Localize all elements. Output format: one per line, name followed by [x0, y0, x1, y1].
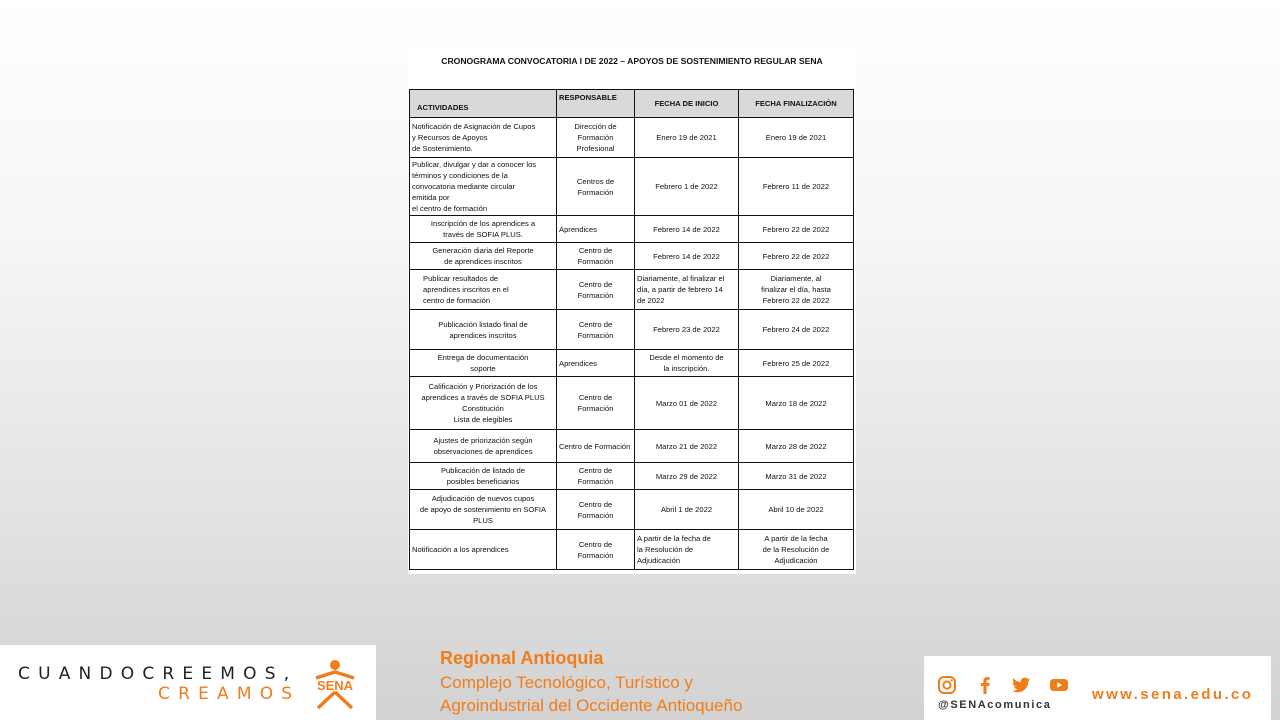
- cell-actividad: Publicación de listado de posibles beneficiarios: [440, 466, 525, 486]
- cell-fecha-inicio: Marzo 21 de 2022: [655, 441, 718, 451]
- cell-responsable: Centro de Formación: [577, 466, 614, 486]
- cell-fecha-fin: Enero 19 de 2021: [765, 133, 827, 142]
- schedule-table: [409, 89, 854, 570]
- cell-responsable: Aprendices: [559, 224, 597, 234]
- cell-responsable: Centro de Formación: [559, 441, 631, 451]
- cell-actividad: Notificación a los aprendices: [412, 545, 509, 554]
- cell-actividad: Adjudicación de nuevos cupos de apoyo de sostenimiento en SOFIA PLUS: [419, 494, 547, 525]
- cell-actividad: Calificación y Priorización de los aprendices a través de SOFIA PLUS Constitución Lista de elegibles: [421, 382, 545, 424]
- complejo-line-2: Agroindustrial del Occidente Antioqueño: [440, 696, 743, 715]
- table-header-row: [410, 90, 854, 118]
- cell-actividad: Publicación listado final de aprendices inscritos: [438, 319, 528, 340]
- cell-fecha-inicio: Abril 1 de 2022: [660, 505, 713, 514]
- cell-fecha-fin: Marzo 18 de 2022: [765, 398, 827, 408]
- cell-fecha-inicio: A partir de la fecha de la Resolución de Adjudicación: [637, 534, 711, 565]
- cell-actividad: Publicar resultados de aprendices inscritos en el centro de formación: [423, 274, 509, 305]
- cell-fecha-fin: Diariamente, al finalizar el día, hasta Febrero 22 de 2022: [761, 274, 831, 305]
- cell-actividad: Publicar, divulgar y dar a conocer los términos y condiciones de la convocatoria mediante circular emitida por el centro de formación: [412, 160, 537, 213]
- logo-text: SENA: [316, 678, 354, 693]
- header-responsable: RESPONSABLE: [557, 90, 635, 118]
- table-row: [410, 530, 854, 570]
- slogan-line-1: CUANDOCREEMOS,: [18, 664, 298, 684]
- table-row: [410, 216, 854, 243]
- cell-fecha-inicio: Febrero 23 de 2022: [653, 325, 720, 334]
- table-row: [410, 490, 854, 530]
- table-row: [410, 270, 854, 310]
- cell-fecha-inicio: Desde el momento de la inscripción.: [649, 353, 724, 373]
- table-row: [410, 118, 854, 158]
- cell-fecha-fin: A partir de la fecha de la Resolución de Adjudicación: [762, 534, 830, 565]
- cell-fecha-fin: Marzo 28 de 2022: [765, 441, 827, 451]
- cell-fecha-fin: Febrero 25 de 2022: [762, 358, 830, 368]
- cell-fecha-inicio: Marzo 01 de 2022: [655, 398, 718, 408]
- cell-fecha-fin: Febrero 22 de 2022: [762, 251, 830, 261]
- cell-fecha-fin: Febrero 11 de 2022: [762, 182, 830, 191]
- website-link[interactable]: www.sena.edu.co: [1092, 686, 1254, 703]
- table-row: [410, 430, 854, 463]
- cell-responsable: Centro de Formación: [577, 393, 614, 413]
- slogan-line-2: CREAMOS: [158, 684, 301, 704]
- twitter-icon[interactable]: [1011, 675, 1031, 695]
- cell-responsable: Centro de Formación: [577, 279, 614, 300]
- cell-responsable: Centro de Formación: [577, 246, 614, 266]
- table-row: [410, 243, 854, 270]
- header-actividades: ACTIVIDADES: [410, 90, 557, 118]
- table-row: [410, 158, 854, 216]
- header-fecha-inicio: FECHA DE INICIO: [635, 90, 739, 118]
- cell-fecha-fin: Abril 10 de 2022: [768, 505, 824, 514]
- youtube-icon[interactable]: [1049, 675, 1069, 695]
- facebook-icon[interactable]: [975, 675, 995, 695]
- cell-responsable: Centro de Formación: [577, 539, 614, 560]
- table-row: [410, 310, 854, 350]
- document-title: CRONOGRAMA CONVOCATORIA I DE 2022 – APOYOS DE SOSTENIMIENTO REGULAR SENA: [441, 56, 823, 66]
- cell-responsable: Centro de Formación: [577, 319, 614, 340]
- cell-actividad: Inscripción de los aprendices a través de SOFIA PLUS.: [430, 219, 536, 239]
- cell-fecha-fin: Marzo 31 de 2022: [765, 471, 827, 481]
- table-row: [410, 350, 854, 377]
- regional-title: Regional Antioquia: [440, 648, 604, 668]
- cell-fecha-inicio: Marzo 29 de 2022: [655, 471, 718, 481]
- header-fecha-finalizacion: FECHA FINALIZACIÓN: [739, 90, 854, 118]
- social-handle: @SENAcomunica: [938, 699, 1052, 711]
- cell-responsable: Dirección de Formación Profesional: [574, 122, 617, 153]
- cell-actividad: Ajustes de priorización según observaciones de aprendices: [433, 436, 533, 456]
- cell-fecha-inicio: Febrero 1 de 2022: [655, 182, 718, 191]
- sena-logo-icon: [308, 656, 362, 710]
- cell-fecha-inicio: Enero 19 de 2021: [656, 133, 717, 142]
- cell-fecha-inicio: Febrero 14 de 2022: [653, 251, 720, 261]
- complejo-text: [440, 671, 742, 717]
- complejo-line-1: Complejo Tecnológico, Turístico y: [440, 673, 693, 692]
- schedule-document: [408, 50, 856, 574]
- cell-fecha-inicio: Febrero 14 de 2022: [653, 224, 720, 234]
- cell-responsable: Centros de Formación: [576, 176, 615, 197]
- table-row: [410, 377, 854, 430]
- cell-fecha-fin: Febrero 24 de 2022: [762, 325, 830, 334]
- cell-actividad: Generación diaria del Reporte de aprendices inscritos: [432, 246, 534, 266]
- cell-actividad: Notificación de Asignación de Cupos y Recursos de Apoyos de Sostenimiento.: [412, 122, 536, 153]
- cell-fecha-fin: Febrero 22 de 2022: [762, 224, 830, 234]
- cell-responsable: Aprendices: [559, 358, 597, 368]
- table-row: [410, 463, 854, 490]
- cell-responsable: Centro de Formación: [577, 499, 614, 520]
- cell-actividad: Entrega de documentación soporte: [437, 353, 529, 373]
- cell-fecha-inicio: Diariamente, al finalizar el día, a partir de febrero 14 de 2022: [637, 274, 725, 305]
- instagram-icon[interactable]: [937, 675, 957, 695]
